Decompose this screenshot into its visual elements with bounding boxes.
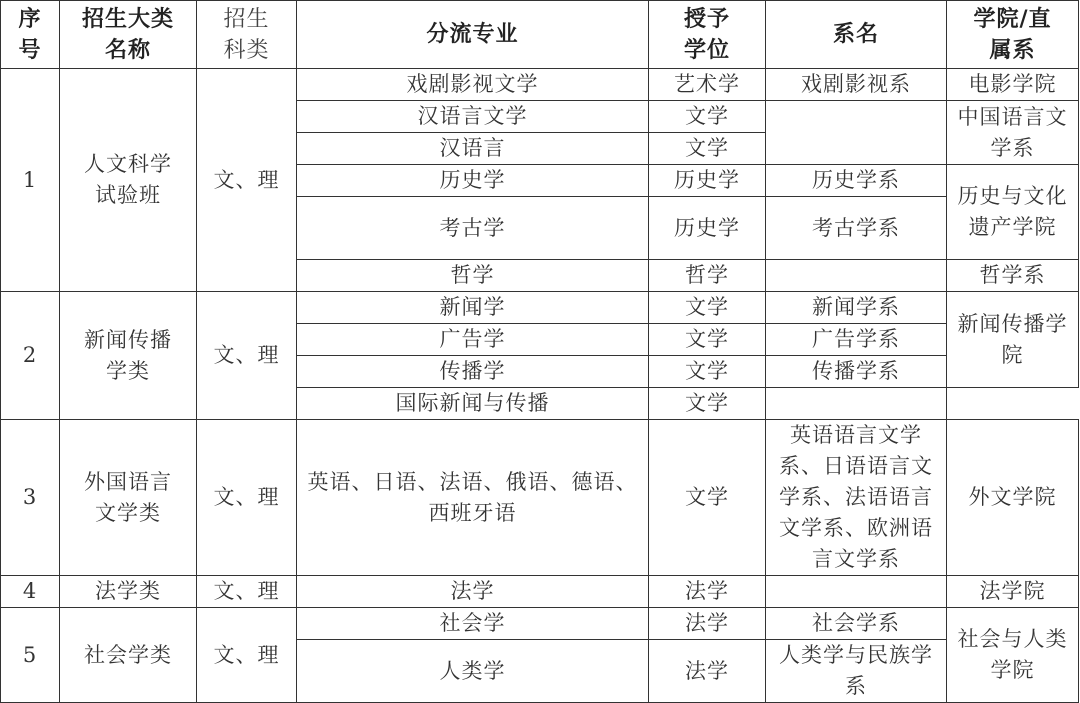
group-subject: 文、理 — [197, 420, 297, 576]
degree-cell: 法学 — [649, 640, 766, 703]
header-major: 分流专业 — [297, 1, 649, 69]
college-cell: 哲学系 — [947, 260, 1079, 292]
dept-cell — [766, 388, 947, 420]
group-subject: 文、理 — [197, 576, 297, 608]
degree-cell: 文学 — [649, 388, 766, 420]
college-cell: 外文学院 — [947, 420, 1079, 576]
table-row — [1, 576, 1079, 608]
table-row — [1, 69, 1079, 101]
dept-cell: 英语语言文学系、日语语言文学系、法语语言文学系、欧洲语言文学系 — [766, 420, 947, 576]
major-cell: 历史学 — [297, 165, 649, 197]
group-category: 人文科学试验班 — [60, 69, 197, 292]
major-cell: 哲学 — [297, 260, 649, 292]
group-category: 外国语言文学类 — [60, 420, 197, 576]
major-cell: 英语、日语、法语、俄语、德语、西班牙语 — [297, 420, 649, 576]
dept-cell: 广告学系 — [766, 324, 947, 356]
degree-cell: 法学 — [649, 608, 766, 640]
group-subject: 文、理 — [197, 69, 297, 292]
college-cell: 社会与人类学院 — [947, 608, 1079, 703]
major-cell: 传播学 — [297, 356, 649, 388]
header-subject: 招生科类 — [197, 1, 297, 69]
college-cell: 历史与文化遗产学院 — [947, 165, 1079, 260]
group-subject: 文、理 — [197, 608, 297, 703]
college-cell: 新闻传播学院 — [947, 292, 1079, 388]
major-cell: 新闻学 — [297, 292, 649, 324]
degree-cell: 文学 — [649, 324, 766, 356]
degree-cell: 艺术学 — [649, 69, 766, 101]
major-cell: 法学 — [297, 576, 649, 608]
group-category: 社会学类 — [60, 608, 197, 703]
degree-cell: 法学 — [649, 576, 766, 608]
group-number: 5 — [1, 608, 60, 703]
major-cell: 社会学 — [297, 608, 649, 640]
group-subject: 文、理 — [197, 292, 297, 420]
header-no: 序号 — [1, 1, 60, 69]
degree-cell: 历史学 — [649, 197, 766, 260]
group-category: 新闻传播学类 — [60, 292, 197, 420]
major-cell: 考古学 — [297, 197, 649, 260]
dept-cell — [766, 576, 947, 608]
table-row — [1, 292, 1079, 324]
degree-cell: 文学 — [649, 420, 766, 576]
group-category: 法学类 — [60, 576, 197, 608]
major-cell: 汉语言 — [297, 133, 649, 165]
degree-cell: 文学 — [649, 292, 766, 324]
dept-cell: 人类学与民族学系 — [766, 640, 947, 703]
dept-cell: 戏剧影视系 — [766, 69, 947, 101]
major-cell: 广告学 — [297, 324, 649, 356]
dept-cell: 传播学系 — [766, 356, 947, 388]
degree-cell: 文学 — [649, 101, 766, 133]
header-dept: 系名 — [766, 1, 947, 69]
table-row — [1, 608, 1079, 640]
major-cell: 国际新闻与传播 — [297, 388, 649, 420]
group-number: 4 — [1, 576, 60, 608]
group-number: 1 — [1, 69, 60, 292]
college-cell: 中国语言文学系 — [947, 101, 1079, 165]
major-cell: 人类学 — [297, 640, 649, 703]
dept-cell: 社会学系 — [766, 608, 947, 640]
degree-cell: 历史学 — [649, 165, 766, 197]
header-degree: 授予学位 — [649, 1, 766, 69]
major-cell: 汉语言文学 — [297, 101, 649, 133]
header-college: 学院/直属系 — [947, 1, 1079, 69]
college-cell: 法学院 — [947, 576, 1079, 608]
header-category: 招生大类名称 — [60, 1, 197, 69]
degree-cell: 文学 — [649, 133, 766, 165]
major-cell: 戏剧影视文学 — [297, 69, 649, 101]
group-number: 3 — [1, 420, 60, 576]
college-cell: 电影学院 — [947, 69, 1079, 101]
dept-cell: 新闻学系 — [766, 292, 947, 324]
dept-cell: 历史学系 — [766, 165, 947, 197]
degree-cell: 哲学 — [649, 260, 766, 292]
table-row — [1, 420, 1079, 576]
dept-cell: 考古学系 — [766, 197, 947, 260]
group-number: 2 — [1, 292, 60, 420]
dept-cell — [766, 260, 947, 292]
dept-cell — [766, 101, 947, 165]
degree-cell: 文学 — [649, 356, 766, 388]
